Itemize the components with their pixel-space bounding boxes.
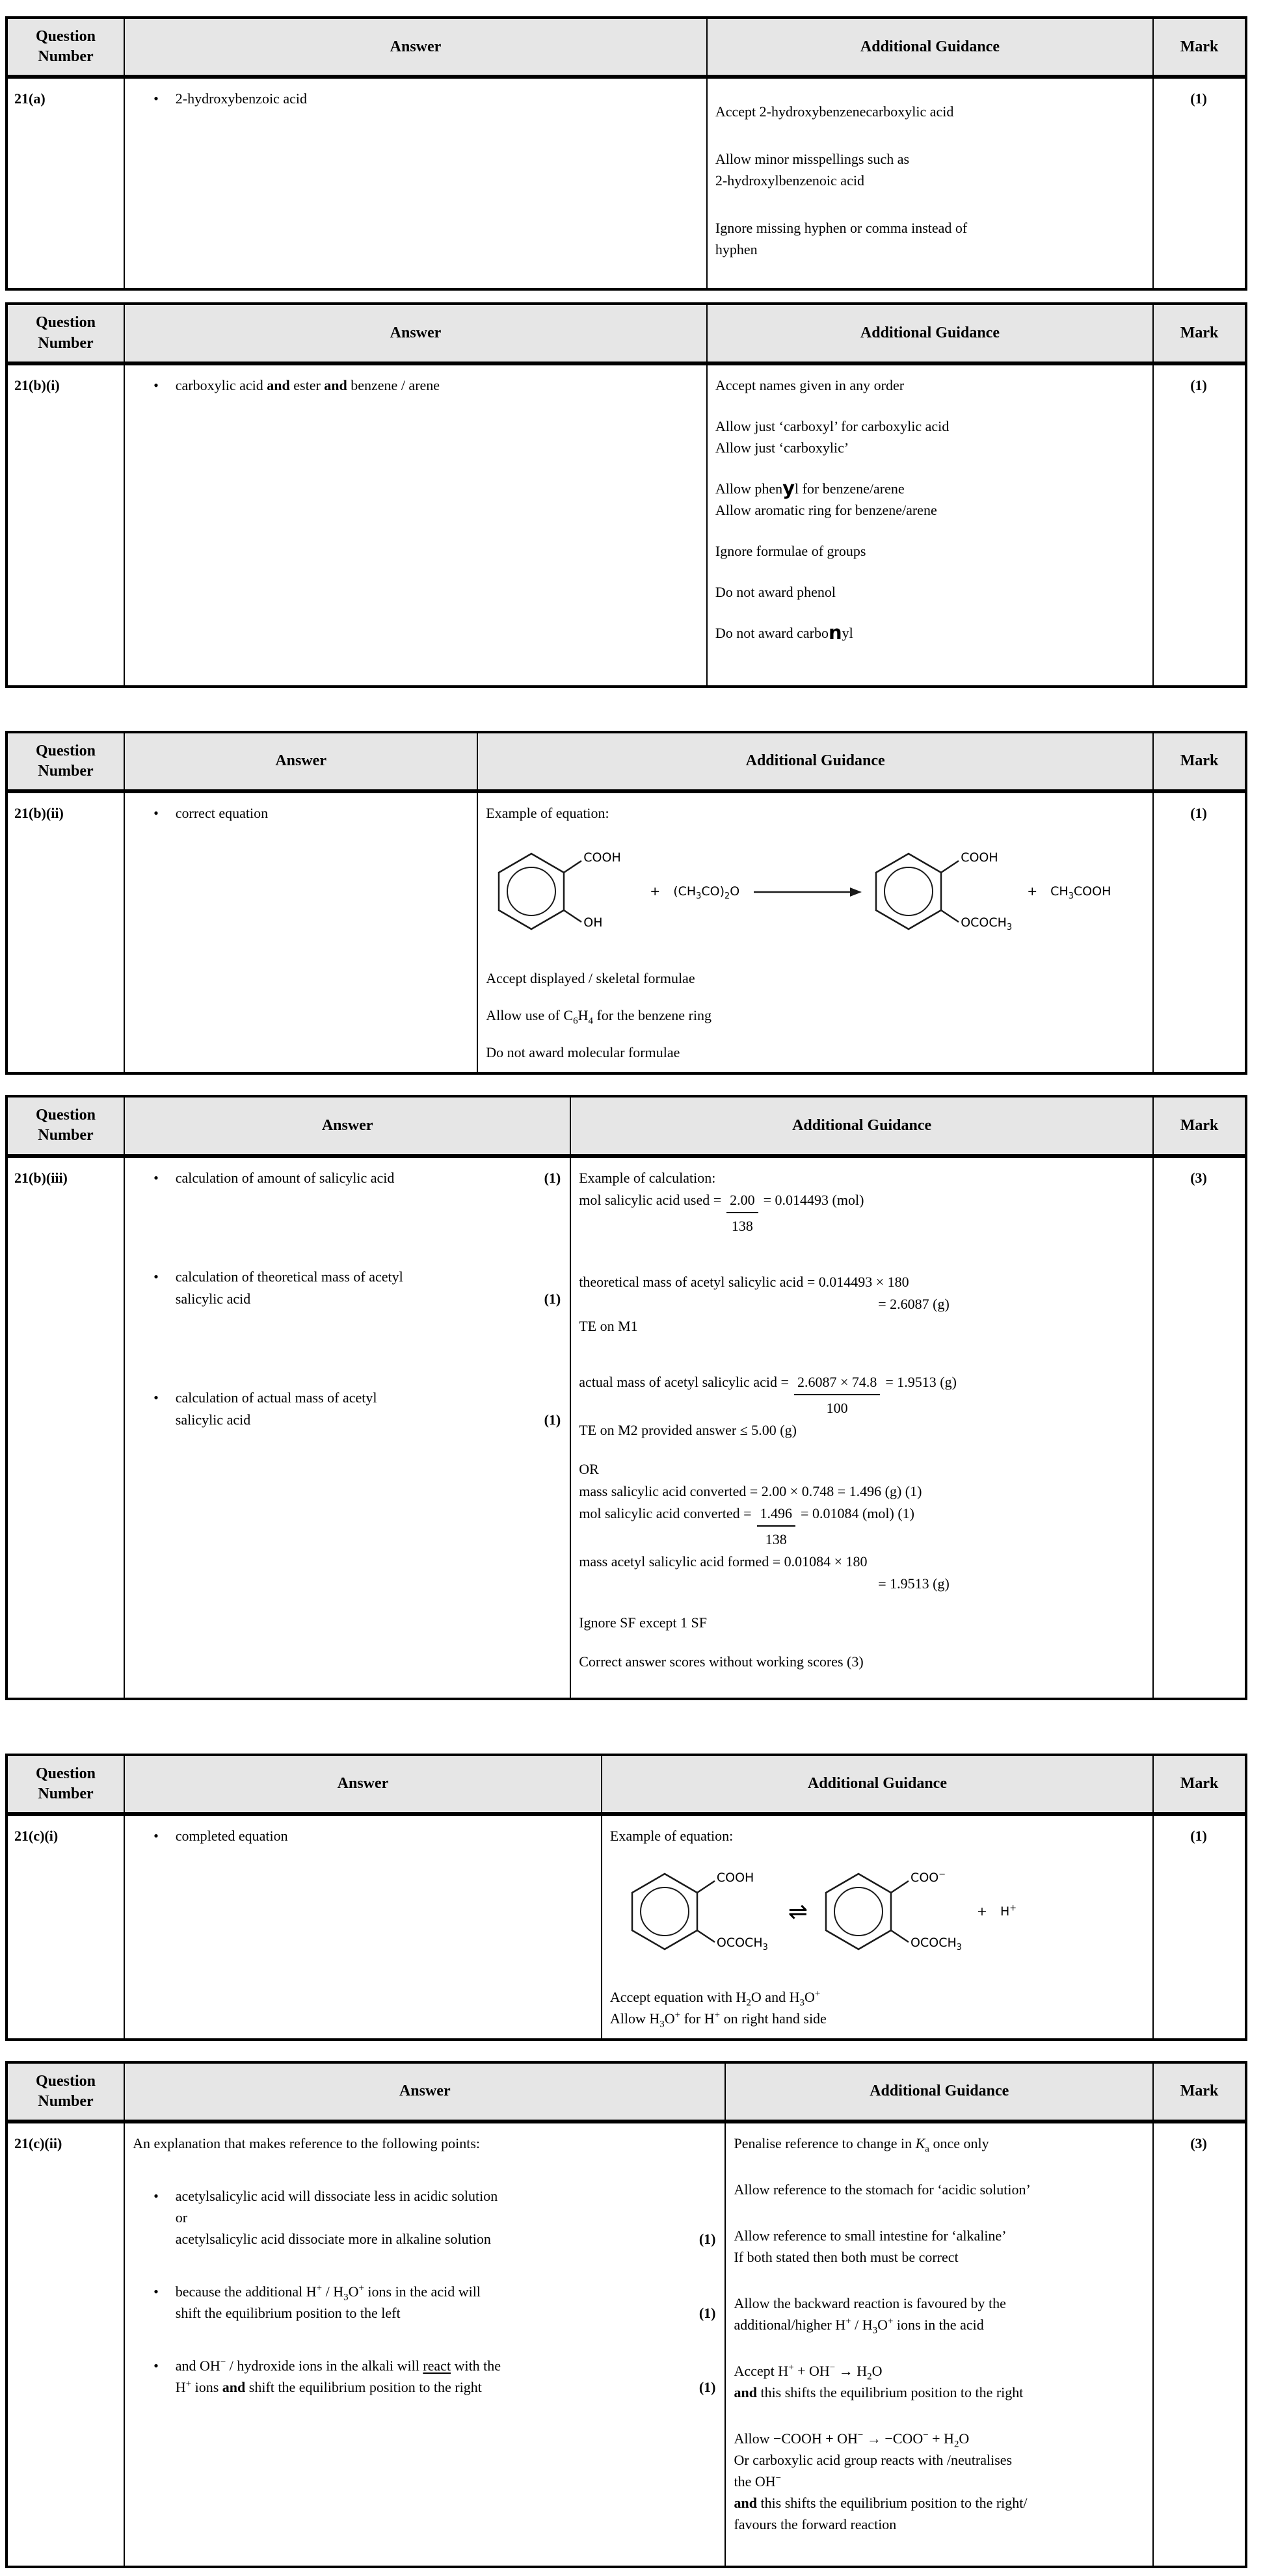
fraction: [726, 1189, 758, 1237]
column-header-question-number: Question Number: [7, 1755, 124, 1814]
bullet-dot-icon: •: [153, 2283, 159, 2300]
header-row: [7, 732, 1246, 791]
column-header-additional-guidance: Additional Guidance: [707, 18, 1153, 77]
header-row: [7, 2062, 1246, 2122]
plus-sign: +: [977, 1904, 987, 1919]
table-header: [7, 304, 1246, 363]
fraction-prefix: actual mass of acetyl salicylic acid =: [579, 1373, 789, 1390]
column-header-mark: Mark: [1153, 1755, 1246, 1814]
reaction-arrow-icon: [752, 885, 863, 899]
guidance-line: Penalise reference to change in $K_a$ once only: [734, 2135, 989, 2155]
bullet-dot-icon: •: [153, 2188, 159, 2205]
answer-cell: [124, 77, 707, 289]
guidance-line: Ignore SF except 1 SF: [579, 1614, 707, 1631]
body-row: [7, 77, 1246, 289]
substituent-label: COO−: [911, 1869, 946, 1885]
bullet-dot-icon: •: [153, 2358, 159, 2374]
question-number-cell: [7, 2122, 124, 2567]
point-mark: (1): [698, 2379, 716, 2396]
column-header-question-number: Question Number: [7, 1096, 124, 1155]
header-row: [7, 1755, 1246, 1814]
substituent-label: COOH: [961, 850, 998, 865]
spacer: [579, 1337, 1143, 1354]
guidance-line: Correct answer scores without working scores (3): [579, 1653, 864, 1670]
fraction-denominator: 138: [731, 1217, 753, 1234]
calculation-line: [579, 1189, 1143, 1237]
table-body: [7, 363, 1246, 687]
substituent-label: $OCOCH_3$: [961, 915, 1013, 932]
guidance-line: TE on M1: [579, 1317, 638, 1334]
substituent-label: $OCOCH_3$: [911, 1935, 962, 1952]
guidance-line: additional/higher $H^+ / H_3O^+$ ions in the acid: [734, 2316, 984, 2336]
benzene-ring: [626, 1852, 777, 1972]
equilibrium-arrow-icon: ⇌: [788, 1898, 808, 1925]
fraction-numerator: 2.00: [726, 1189, 758, 1213]
benzene-hexagon-icon: [492, 832, 590, 952]
column-header-answer: Answer: [124, 18, 707, 77]
additional-guidance-cell: [477, 791, 1153, 1073]
fraction-prefix: mol salicylic acid used =: [579, 1191, 722, 1208]
bullet-dot-icon: •: [153, 1169, 159, 1186]
column-header-mark: Mark: [1153, 732, 1246, 791]
question-number: 21(b)(i): [14, 376, 60, 393]
guidance-line: Allow reference to the stomach for ‘acidic solution’: [734, 2181, 1031, 2198]
mark-cell: [1153, 791, 1246, 1073]
mark-cell: [1153, 363, 1246, 687]
header-row: [7, 1096, 1246, 1155]
column-header-additional-guidance: Additional Guidance: [570, 1096, 1153, 1155]
table-header: [7, 1755, 1246, 1814]
mark-scheme-table-21bii: [5, 731, 1247, 1075]
guidance-line: hyphen: [715, 241, 758, 258]
question-number: 21(a): [14, 90, 46, 107]
reagent-formula: $(CH_3CO)_2O$: [673, 884, 740, 901]
bullet-dot-icon: •: [153, 376, 159, 393]
column-header-additional-guidance: Additional Guidance: [725, 2062, 1153, 2122]
table-body: [7, 1814, 1246, 2040]
guidance-line: Allow aromatic ring for benzene/arene: [715, 501, 937, 518]
benzene-ring: [870, 832, 1020, 952]
question-number: 21(c)(i): [14, 1827, 59, 1844]
bullet-dot-icon: •: [153, 1389, 159, 1406]
guidance-line: Allow just ‘carboxyl’ for carboxylic acid: [715, 417, 950, 434]
guidance-line: Accept names given in any order: [715, 376, 905, 393]
fraction-suffix: = 1.9513 (g): [885, 1373, 957, 1390]
guidance-line: mass salicylic acid converted = 2.00 × 0.748 = 1.496 (g) (1): [579, 1482, 922, 1499]
column-header-answer: Answer: [124, 732, 477, 791]
guidance-line: Do not award molecular formulae: [486, 1044, 680, 1061]
mark-value: (1): [1190, 1827, 1207, 1844]
question-number-cell: [7, 363, 124, 687]
body-row: [7, 1814, 1246, 2040]
additional-guidance-cell: [602, 1814, 1153, 2040]
bullet-text: calculation of amount of salicylic acid: [175, 1169, 395, 1186]
table-header: [7, 732, 1246, 791]
product-formula: $CH_3COOH$: [1050, 884, 1111, 901]
substituent-label: COOH: [583, 850, 621, 865]
answer-bullet: [133, 1387, 561, 1431]
answer-cell: [124, 1814, 602, 2040]
answer-bullet: [133, 1266, 561, 1310]
guidance-line: Do not award phenol: [715, 583, 836, 600]
mark-value: (3): [1190, 2135, 1207, 2152]
additional-guidance-cell: [570, 1156, 1153, 1699]
additional-guidance-cell: [707, 77, 1153, 289]
mark-scheme-table-21a: [5, 16, 1247, 291]
fraction-denominator: 100: [826, 1399, 848, 1416]
header-row: [7, 18, 1246, 77]
bullet-dot-icon: •: [153, 90, 159, 107]
chemical-equation-dissociation: [626, 1852, 1143, 1972]
mark-cell: [1153, 1156, 1246, 1699]
column-header-additional-guidance: Additional Guidance: [477, 732, 1153, 791]
bullet-text: completed equation: [175, 1827, 288, 1844]
mark-value: (3): [1190, 1169, 1207, 1186]
bullet-text: calculation of theoretical mass of acetyl salicylic acid: [175, 1268, 403, 1307]
mark-scheme-table-21ci: [5, 1754, 1247, 2041]
column-header-mark: Mark: [1153, 1096, 1246, 1155]
question-number: 21(b)(ii): [14, 805, 64, 822]
point-mark: (1): [544, 1411, 561, 1428]
benzene-hexagon-icon: [870, 832, 967, 952]
fraction: [757, 1503, 796, 1551]
point-mark: (1): [698, 2231, 716, 2248]
bullet-text: because the additional $H^+ / H_3O^+$ ions in the acid will shift the equilibrium position to the left: [175, 2283, 481, 2322]
answer-cell: [124, 791, 477, 1073]
bullet-text: correct equation: [175, 805, 269, 822]
answer-bullet: [133, 2185, 715, 2250]
column-header-answer: Answer: [124, 304, 707, 363]
guidance-line: Allow reference to small intestine for ‘alkaline’: [734, 2228, 1007, 2244]
guidance-line: Accept $H^+ + OH^- \to H_2O$: [734, 2362, 883, 2382]
additional-guidance-cell: [707, 363, 1153, 687]
benzene-ring: [492, 832, 643, 952]
question-number-cell: [7, 1814, 124, 2040]
mark-scheme-table-21cii: [5, 2061, 1247, 2568]
guidance-line: the OH−: [734, 2473, 782, 2490]
column-header-question-number: Question Number: [7, 18, 124, 77]
guidance-line: Example of equation:: [486, 805, 609, 822]
guidance-line: Ignore missing hyphen or comma instead of: [715, 220, 968, 237]
guidance-line: Do not award carbonyl: [715, 621, 853, 644]
calculation-result-line: = 2.6087 (g): [878, 1295, 950, 1312]
mark-value: (1): [1190, 376, 1207, 393]
point-mark: (1): [544, 1290, 561, 1307]
mark-cell: [1153, 2122, 1246, 2567]
guidance-line: Ignore formulae of groups: [715, 542, 866, 559]
benzene-hexagon-icon: [819, 1852, 917, 1972]
bullet-dot-icon: •: [153, 1827, 159, 1844]
table-header: [7, 18, 1246, 77]
benzene-hexagon-icon: [626, 1852, 723, 1972]
column-header-answer: Answer: [124, 2062, 725, 2122]
body-row: [7, 2122, 1246, 2567]
table-header: [7, 2062, 1246, 2122]
mark-cell: [1153, 1814, 1246, 2040]
fraction-numerator: 1.496: [757, 1503, 796, 1527]
guidance-line: favours the forward reaction: [734, 2516, 897, 2533]
guidance-line: If both stated then both must be correct: [734, 2249, 959, 2266]
guidance-line: Or carboxylic acid group reacts with /neutralises: [734, 2452, 1013, 2469]
guidance-line: Allow use of $C_6H_4$ for the benzene ring: [486, 1007, 711, 1027]
emphasized-letter: y: [782, 477, 795, 499]
guidance-line: 2-hydroxylbenzenoic acid: [715, 172, 864, 189]
benzene-ring: [819, 1852, 970, 1972]
guidance-line: Accept displayed / skeletal formulae: [486, 970, 695, 987]
question-number: 21(b)(iii): [14, 1169, 68, 1186]
guidance-line: Accept 2-hydroxybenzenecarboxylic acid: [715, 103, 954, 120]
answer-bullet: [133, 88, 697, 109]
mark-value: (1): [1190, 805, 1207, 822]
plus-sign: +: [1027, 884, 1038, 899]
bullet-dot-icon: •: [153, 1268, 159, 1285]
table-body: [7, 2122, 1246, 2567]
answer-bullet: [133, 1167, 561, 1189]
column-header-answer: Answer: [124, 1755, 602, 1814]
table-body: [7, 791, 1246, 1073]
answer-bullet: [133, 375, 697, 396]
column-header-question-number: Question Number: [7, 2062, 124, 2122]
question-number-cell: [7, 77, 124, 289]
chemical-equation-acetylation: [492, 832, 1143, 952]
guidance-line: Allow $H_3O^+$ for H+ on right hand side: [609, 2010, 827, 2030]
body-row: [7, 1156, 1246, 1699]
substituent-label: OH: [583, 915, 603, 930]
additional-guidance-cell: [725, 2122, 1153, 2567]
bullet-text: 2-hydroxybenzoic acid: [175, 90, 307, 107]
substituent-label: $OCOCH_3$: [716, 1935, 768, 1952]
mark-cell: [1153, 77, 1246, 289]
fraction-suffix: = 0.01084 (mol) (1): [801, 1505, 914, 1521]
calculation-line: [579, 1371, 1143, 1419]
spacer: [579, 1237, 1143, 1254]
mark-scheme-table-21biii: [5, 1095, 1247, 1700]
column-header-question-number: Question Number: [7, 304, 124, 363]
guidance-line: Example of equation:: [609, 1827, 734, 1844]
calculation-line: [579, 1503, 1143, 1551]
guidance-line: OR: [579, 1460, 599, 1477]
bullet-text: carboxylic acid and ester and benzene / arene: [175, 376, 440, 393]
bullet-dot-icon: •: [153, 805, 159, 822]
emphasized-letter: n: [828, 621, 842, 644]
guidance-line: Allow minor misspellings such as: [715, 151, 910, 168]
mark-scheme-document: [5, 16, 1247, 2568]
calculation-result-line: = 1.9513 (g): [878, 1575, 950, 1592]
substituent-label: COOH: [716, 1870, 754, 1885]
answer-bullet: [133, 1825, 592, 1847]
guidance-line: Allow phenyl for benzene/arene: [715, 477, 905, 499]
point-mark: (1): [544, 1169, 561, 1186]
body-row: [7, 791, 1246, 1073]
guidance-line: Accept equation with $H_2O$ and $H_3O^+$: [609, 1988, 821, 2008]
fraction-prefix: mol salicylic acid converted =: [579, 1505, 752, 1521]
answer-cell: [124, 363, 707, 687]
point-mark: (1): [698, 2305, 716, 2322]
answer-line: An explanation that makes reference to the following points:: [133, 2135, 481, 2152]
table-body: [7, 77, 1246, 289]
product-formula: H+: [1000, 1903, 1017, 1919]
bullet-text: calculation of actual mass of acetyl salicylic acid: [175, 1389, 377, 1428]
answer-cell: [124, 2122, 725, 2567]
column-header-question-number: Question Number: [7, 732, 124, 791]
guidance-line: mass acetyl salicylic acid formed = 0.01084 × 180: [579, 1553, 868, 1570]
guidance-line: Allow just ‘carboxylic’: [715, 439, 849, 456]
table-body: [7, 1156, 1246, 1699]
guidance-line: TE on M2 provided answer ≤ 5.00 (g): [579, 1421, 797, 1438]
question-number: 21(c)(ii): [14, 2135, 62, 2152]
mark-scheme-table-21bi: [5, 302, 1247, 687]
fraction-numerator: 2.6087 × 74.8: [794, 1371, 880, 1395]
guidance-line: Example of calculation:: [579, 1169, 716, 1186]
bullet-text: and OH− / hydroxide ions in the alkali will react with the H+ ions and shift the equilibrium position to the right: [175, 2357, 501, 2396]
answer-bullet: [133, 2355, 715, 2398]
fraction-suffix: = 0.014493 (mol): [763, 1191, 864, 1208]
fraction-denominator: 138: [765, 1531, 787, 1547]
column-header-mark: Mark: [1153, 2062, 1246, 2122]
bullet-text: acetylsalicylic acid will dissociate less in acidic solution or acetylsalicylic acid dissociate more in alkaline solution: [175, 2188, 498, 2248]
column-header-additional-guidance: Additional Guidance: [707, 304, 1153, 363]
header-row: [7, 304, 1246, 363]
answer-cell: [124, 1156, 570, 1699]
answer-bullet: [133, 2281, 715, 2324]
column-header-additional-guidance: Additional Guidance: [602, 1755, 1153, 1814]
column-header-mark: Mark: [1153, 18, 1246, 77]
column-header-mark: Mark: [1153, 304, 1246, 363]
plus-sign: +: [650, 884, 661, 899]
question-number-cell: [7, 791, 124, 1073]
guidance-line: Allow the backward reaction is favoured by the: [734, 2295, 1006, 2312]
answer-bullet: [133, 802, 468, 824]
guidance-line: theoretical mass of acetyl salicylic acid = 0.014493 × 180: [579, 1273, 909, 1290]
body-row: [7, 363, 1246, 687]
guidance-line: and this shifts the equilibrium position to the right/: [734, 2495, 1028, 2512]
fraction: [794, 1371, 880, 1419]
mark-value: (1): [1190, 90, 1207, 107]
question-number-cell: [7, 1156, 124, 1699]
column-header-answer: Answer: [124, 1096, 570, 1155]
table-header: [7, 1096, 1246, 1155]
guidance-line: Allow −COOH + $OH^- \to -COO^- + H_2O$: [734, 2430, 970, 2450]
guidance-line: and this shifts the equilibrium position to the right: [734, 2384, 1024, 2401]
